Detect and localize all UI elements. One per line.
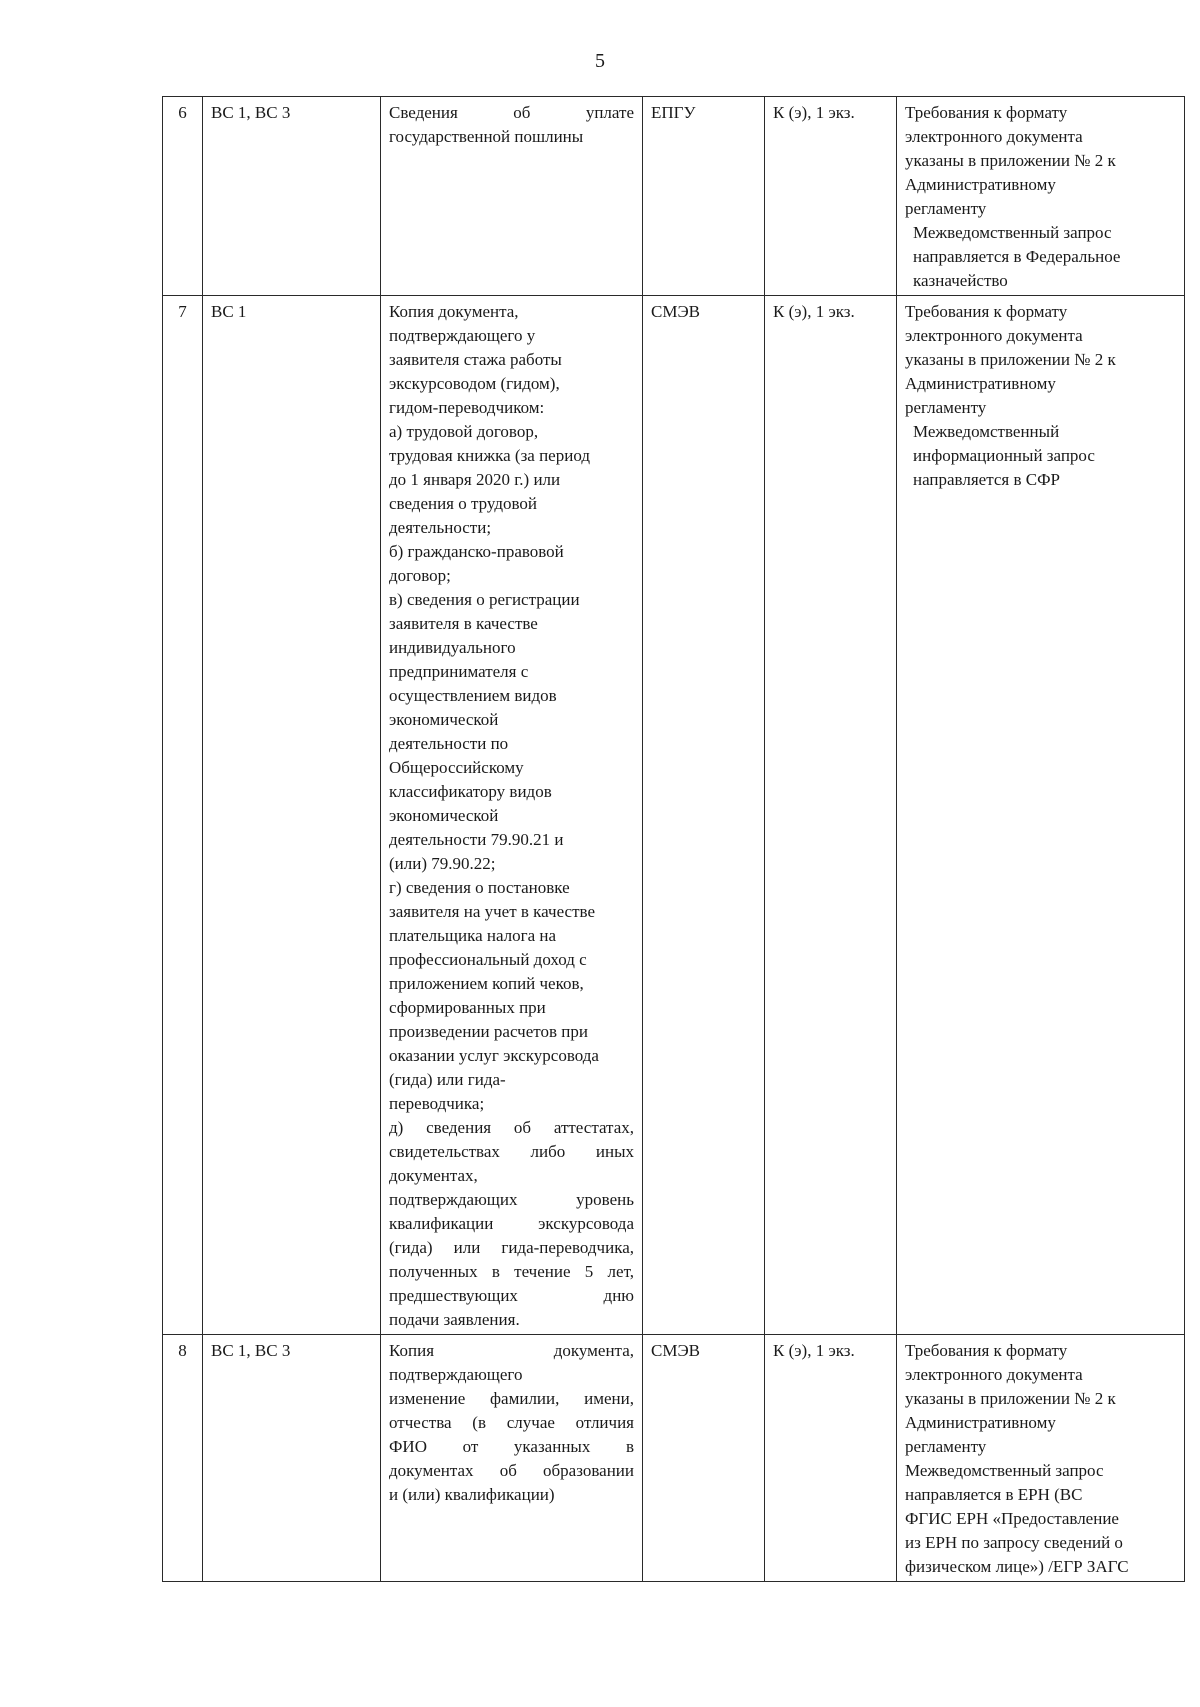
document-line: Копия документа, bbox=[389, 1341, 634, 1360]
document-line: изменение фамилии, имени, bbox=[389, 1389, 634, 1408]
document-line: документах, bbox=[389, 1166, 478, 1185]
row-form: К (э), 1 экз. bbox=[765, 1335, 897, 1582]
document-line: (или) 79.90.22; bbox=[389, 854, 496, 873]
requirement-line: Требования к формату bbox=[905, 1341, 1068, 1360]
document-line: деятельности; bbox=[389, 518, 492, 537]
document-line: квалификации экскурсовода bbox=[389, 1214, 634, 1233]
document-line: экономической bbox=[389, 710, 499, 729]
document-line: экскурсоводом (гидом), bbox=[389, 374, 560, 393]
document-line: экономической bbox=[389, 806, 499, 825]
requirement-line: из ЕРН по запросу сведений о bbox=[905, 1533, 1123, 1552]
document-line: плательщика налога на bbox=[389, 926, 557, 945]
document-line: индивидуального bbox=[389, 638, 516, 657]
row-codes: ВС 1, ВС 3 bbox=[203, 97, 381, 296]
document-line: (гида) или гида- bbox=[389, 1070, 506, 1089]
requirement-extra-line: информационный запрос bbox=[913, 446, 1095, 465]
row-number: 8 bbox=[163, 1335, 203, 1582]
document-line: государственной пошлины bbox=[389, 127, 584, 146]
requirement-line: Требования к формату bbox=[905, 302, 1068, 321]
document-line: документах об образовании bbox=[389, 1461, 634, 1480]
document-line: и (или) квалификации) bbox=[389, 1485, 555, 1504]
document-line: трудовая книжка (за период bbox=[389, 446, 590, 465]
document-line: сведения о трудовой bbox=[389, 494, 538, 513]
requirement-line: регламенту bbox=[905, 398, 987, 417]
document-line: гидом-переводчиком: bbox=[389, 398, 545, 417]
requirement-line: направляется в ЕРН (ВС bbox=[905, 1485, 1083, 1504]
document-line: переводчика; bbox=[389, 1094, 485, 1113]
table-row bbox=[163, 1335, 1185, 1582]
requirement-extra-line: Межведомственный запрос bbox=[913, 223, 1112, 242]
requirement-line: Административному bbox=[905, 175, 1056, 194]
requirement-extra-line: казначейство bbox=[913, 271, 1008, 290]
document-line: заявителя стажа работы bbox=[389, 350, 562, 369]
document-line: заявителя в качестве bbox=[389, 614, 538, 633]
document-line: б) гражданско-правовой bbox=[389, 542, 564, 561]
requirement-line: ФГИС ЕРН «Предоставление bbox=[905, 1509, 1119, 1528]
document-line: в) сведения о регистрации bbox=[389, 590, 580, 609]
document-line: подтверждающих уровень bbox=[389, 1190, 634, 1209]
document-line: профессиональный доход с bbox=[389, 950, 587, 969]
document-line: предпринимателя с bbox=[389, 662, 529, 681]
row-requirements bbox=[897, 1335, 1185, 1582]
document-line: а) трудовой договор, bbox=[389, 422, 539, 441]
document-line: предшествующих дню bbox=[389, 1286, 634, 1305]
document-line: Копия документа, bbox=[389, 302, 519, 321]
document-line: до 1 января 2020 г.) или bbox=[389, 470, 561, 489]
requirement-line: указаны в приложении № 2 к bbox=[905, 1389, 1116, 1408]
requirement-line: регламенту bbox=[905, 199, 987, 218]
requirement-line: указаны в приложении № 2 к bbox=[905, 151, 1116, 170]
document-line: договор; bbox=[389, 566, 451, 585]
document-line: оказании услуг экскурсовода bbox=[389, 1046, 599, 1065]
row-form: К (э), 1 экз. bbox=[765, 97, 897, 296]
document-line: сформированных при bbox=[389, 998, 546, 1017]
requirement-extra-line: направляется в Федеральное bbox=[913, 247, 1121, 266]
requirement-line: Административному bbox=[905, 1413, 1056, 1432]
document-line: Общероссийскому bbox=[389, 758, 524, 777]
row-system: СМЭВ bbox=[643, 1335, 765, 1582]
document-line: осуществлением видов bbox=[389, 686, 557, 705]
document-line: г) сведения о постановке bbox=[389, 878, 570, 897]
document-line: ФИО от указанных в bbox=[389, 1437, 634, 1456]
document-line: деятельности по bbox=[389, 734, 509, 753]
row-document bbox=[381, 296, 643, 1335]
document-line: свидетельствах либо иных bbox=[389, 1142, 634, 1161]
document-line: (гида) или гида-переводчика, bbox=[389, 1238, 634, 1257]
document-line: заявителя на учет в качестве bbox=[389, 902, 596, 921]
document-line: подтверждающего у bbox=[389, 326, 536, 345]
row-number: 7 bbox=[163, 296, 203, 1335]
document-line: классификатору видов bbox=[389, 782, 552, 801]
document-line: деятельности 79.90.21 и bbox=[389, 830, 564, 849]
document-line: подтверждающего bbox=[389, 1365, 523, 1384]
documents-table bbox=[162, 96, 1185, 1582]
requirement-line: Требования к формату bbox=[905, 103, 1068, 122]
page-number: 5 bbox=[595, 50, 605, 72]
row-document bbox=[381, 97, 643, 296]
document-line: полученных в течение 5 лет, bbox=[389, 1262, 634, 1281]
document-line: произведении расчетов при bbox=[389, 1022, 588, 1041]
table-row bbox=[163, 97, 1185, 296]
requirement-line: указаны в приложении № 2 к bbox=[905, 350, 1116, 369]
table-row bbox=[163, 296, 1185, 1335]
row-codes: ВС 1, ВС 3 bbox=[203, 1335, 381, 1582]
document-line: приложением копий чеков, bbox=[389, 974, 584, 993]
document-line: подачи заявления. bbox=[389, 1310, 520, 1329]
document-line: отчества (в случае отличия bbox=[389, 1413, 634, 1432]
row-system: СМЭВ bbox=[643, 296, 765, 1335]
requirement-line: электронного документа bbox=[905, 127, 1083, 146]
requirement-line: Административному bbox=[905, 374, 1056, 393]
requirement-extra-line: направляется в СФР bbox=[913, 470, 1060, 489]
requirement-line: электронного документа bbox=[905, 326, 1083, 345]
requirement-line: электронного документа bbox=[905, 1365, 1083, 1384]
document-line: Сведения об уплате bbox=[389, 103, 634, 122]
row-form: К (э), 1 экз. bbox=[765, 296, 897, 1335]
row-requirements bbox=[897, 97, 1185, 296]
document-line: д) сведения об аттестатах, bbox=[389, 1118, 634, 1137]
requirement-line: Межведомственный запрос bbox=[905, 1461, 1104, 1480]
row-number: 6 bbox=[163, 97, 203, 296]
row-codes: ВС 1 bbox=[203, 296, 381, 1335]
row-document bbox=[381, 1335, 643, 1582]
requirement-extra-line: Межведомственный bbox=[913, 422, 1060, 441]
requirement-line: регламенту bbox=[905, 1437, 987, 1456]
row-requirements bbox=[897, 296, 1185, 1335]
requirement-line: физическом лице») /ЕГР ЗАГС bbox=[905, 1557, 1129, 1576]
row-system: ЕПГУ bbox=[643, 97, 765, 296]
